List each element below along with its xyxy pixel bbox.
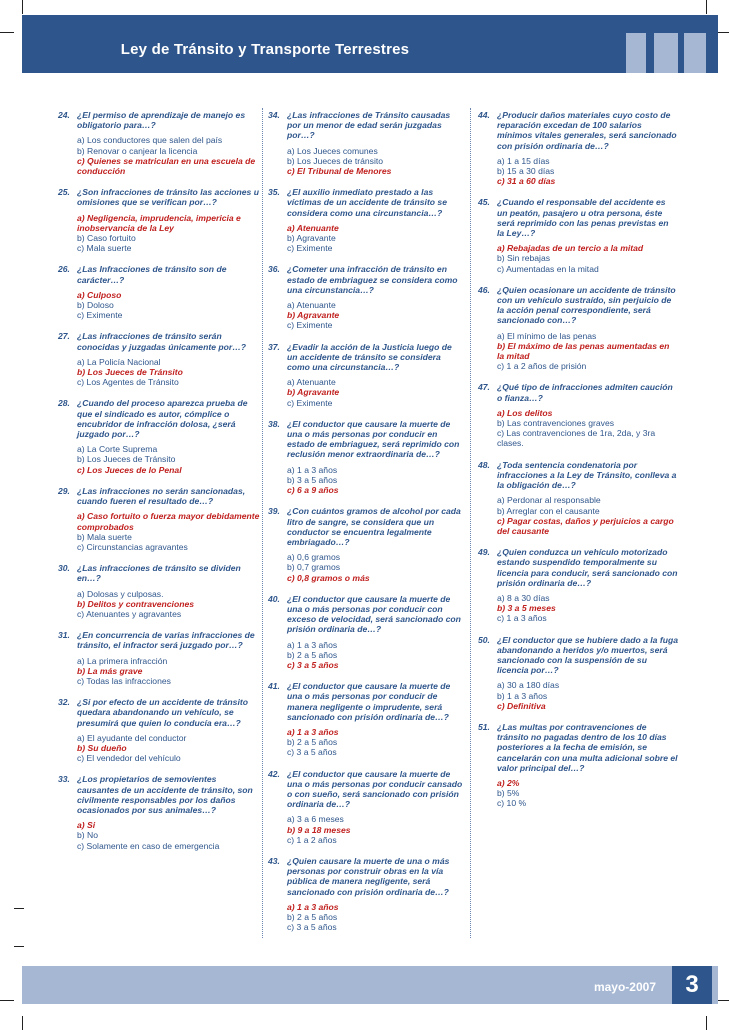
- answer-option: a) 0,6 gramos: [287, 552, 341, 563]
- question-item: [268, 187, 464, 253]
- answer-option: c) Eximente: [287, 397, 333, 408]
- question-heading: [478, 197, 678, 238]
- question-text: ¿Cuando del proceso aparezca prueba de que el sindicado es autor, cómplice o encubridor de infracción dolosa, ¿será juzgado por…?: [77, 398, 248, 440]
- question-text: ¿Las Infracciones de tránsito son de carácter…?: [77, 264, 227, 285]
- answer-option: b) Renovar o canjear la licencia: [77, 145, 198, 156]
- question-number: 33.: [58, 774, 70, 785]
- header-decoration-bar: [654, 33, 678, 73]
- answer-options: [268, 300, 464, 331]
- answer-options: [478, 593, 678, 624]
- answer-option: c) Atenuantes y agravantes: [77, 608, 182, 619]
- question-heading: [268, 342, 464, 373]
- question-text: ¿Producir daños materiales cuyo costo de reparación excedan de 100 salarios mínimos vitales generales, será sancionado con prisión ordinaria de…?: [497, 110, 677, 151]
- question-item: [58, 331, 260, 387]
- answer-option: b) Caso fortuito: [77, 233, 136, 244]
- answer-option: c) Solamente en caso de emergencia: [77, 840, 220, 851]
- answer-option: b) 5%: [497, 788, 520, 799]
- correct-answer-option: c) Los Jueces de lo Penal: [77, 464, 182, 475]
- footer-date: mayo-2007: [593, 980, 656, 994]
- answer-option: a) Dolosas y culposas.: [77, 588, 164, 599]
- correct-answer-option: a) Si: [77, 820, 96, 831]
- answer-option: c) Todas las infracciones: [77, 675, 171, 686]
- question-heading: [268, 681, 464, 722]
- answer-option: c) 1 a 2 años de prisión: [497, 361, 587, 372]
- question-column-1: [58, 110, 260, 862]
- answer-option: b) Las contravenciones graves: [497, 418, 615, 429]
- correct-answer-option: a) Negligencia, imprudencia, impericia e inobservancia de la Ley: [77, 212, 241, 233]
- correct-answer-option: a) 1 a 3 años: [287, 726, 339, 737]
- answer-options: [58, 656, 260, 687]
- question-item: [268, 681, 464, 757]
- question-item: [58, 563, 260, 619]
- question-number: 35.: [268, 187, 280, 198]
- question-text: ¿Evadir la acción de la Justicia luego de un accidente de tránsito se considera como una circunstancia…?: [287, 341, 452, 373]
- answer-options: [268, 727, 464, 758]
- question-heading: [268, 419, 464, 460]
- answer-option: b) 3 a 5 años: [287, 474, 338, 485]
- question-text: ¿Las infracciones no serán sancionadas, cuando fueren el resultado de…?: [77, 485, 246, 507]
- question-heading: [268, 769, 464, 810]
- correct-answer-option: b) La más grave: [77, 665, 143, 676]
- question-heading: [58, 398, 260, 439]
- question-number: 51.: [478, 721, 490, 732]
- answer-options: [268, 902, 464, 933]
- question-item: [478, 197, 678, 273]
- crop-mark: [0, 1000, 14, 1001]
- answer-option: c) El vendedor del vehículo: [77, 753, 181, 764]
- answer-option: a) Atenuante: [287, 300, 336, 311]
- correct-answer-option: c) Pagar costas, daños y perjuicios a cargo del causante: [497, 515, 674, 536]
- answer-option: a) La primera infracción: [77, 655, 168, 666]
- answer-option: b) 2 a 5 años: [287, 737, 338, 748]
- correct-answer-option: a) Atenuante: [287, 222, 339, 233]
- answer-options: [58, 589, 260, 620]
- answer-option: a) 30 a 180 días: [497, 680, 560, 691]
- question-text: ¿Las infracciones de Tránsito causadas por un menor de edad serán juzgadas por…?: [287, 110, 451, 141]
- question-item: [58, 187, 260, 253]
- page-header: [22, 15, 718, 73]
- question-heading: [58, 331, 260, 351]
- question-item: [58, 630, 260, 686]
- question-heading: [268, 110, 464, 141]
- correct-answer-option: c) 0,8 gramos o más: [287, 572, 370, 583]
- column-divider: [262, 108, 264, 938]
- answer-option: c) Eximente: [287, 243, 333, 254]
- correct-answer-option: b) Los Jueces de Tránsito: [77, 367, 183, 378]
- correct-answer-option: c) Quienes se matriculan en una escuela de conducción: [77, 155, 256, 177]
- question-text: ¿El conductor que causare la muerte de una o más personas por conducir con exceso de velocidad, será sancionado con prisión ordinaria de…?: [287, 593, 461, 635]
- correct-answer-option: c) 3 a 5 años: [287, 659, 339, 670]
- question-number: 40.: [268, 593, 280, 604]
- answer-options: [478, 680, 678, 711]
- answer-option: c) 3 a 5 años: [287, 747, 337, 758]
- question-text: ¿Son infracciones de tránsito las acciones u omisiones que se verifican por…?: [77, 187, 259, 208]
- answer-option: c) 10 %: [497, 798, 527, 809]
- answer-options: [268, 640, 464, 671]
- answer-option: b) 2 a 5 años: [287, 912, 338, 922]
- question-item: [268, 342, 464, 408]
- question-heading: [268, 856, 464, 897]
- correct-answer-option: a) 2%: [497, 777, 520, 788]
- question-text: ¿El conductor que causare la muerte de una o más personas por conducir de manera negligente o imprudente, será sancionado con prisión ordinaria de…?: [287, 681, 451, 722]
- question-heading: [58, 563, 260, 583]
- question-text: ¿El permiso de aprendizaje de manejo es obligatorio para…?: [77, 110, 246, 131]
- answer-option: b) Agravante: [287, 233, 336, 244]
- answer-option: c) 1 a 2 años: [287, 834, 337, 845]
- correct-answer-option: b) 9 a 18 meses: [287, 824, 351, 835]
- question-text: ¿Cuando el responsable del accidente es un peatón, pasajero u otra persona, éste será reprimido con las penas previstas en la Ley…?: [497, 197, 669, 239]
- question-item: [58, 774, 260, 850]
- question-number: 50.: [478, 634, 490, 645]
- question-text: ¿Quien conduzca un vehículo motorizado estando suspendido temporalmente su licencia para conducir, será sancionado con prisión ordinaria de…?: [497, 547, 678, 588]
- answer-options: [268, 465, 464, 496]
- answer-options: [58, 290, 260, 321]
- correct-answer-option: c) El Tribunal de Menores: [287, 166, 392, 177]
- answer-option: b) 2 a 5 años: [287, 649, 338, 660]
- question-item: [478, 460, 678, 536]
- question-number: 49.: [478, 547, 490, 558]
- question-number: 48.: [478, 459, 490, 470]
- answer-option: a) El ayudante del conductor: [77, 732, 187, 743]
- question-heading: [478, 722, 678, 773]
- answer-options: [268, 552, 464, 583]
- answer-options: [58, 733, 260, 764]
- answer-option: a) La Corte Suprema: [77, 444, 158, 455]
- question-heading: [268, 594, 464, 635]
- question-item: [478, 722, 678, 809]
- answer-option: b) Doloso: [77, 300, 114, 311]
- crop-mark: [706, 1016, 707, 1030]
- question-item: [268, 419, 464, 495]
- question-text: ¿En concurrencia de varias infracciones de tránsito, el infractor será juzgado por…?: [77, 630, 255, 651]
- question-text: ¿Quien causare la muerte de una o más personas por construir obras en la vía pública de manera negligente, será sancionado con prisión ordinaria de…?: [287, 855, 450, 897]
- question-number: 38.: [268, 418, 280, 429]
- answer-options: [268, 377, 464, 408]
- answer-option: c) Circunstancias agravantes: [77, 541, 188, 552]
- header-decoration-bar: [684, 33, 706, 73]
- question-text: ¿Los propietarios de semovientes causantes de un accidente de tránsito, son civilmente responsables por los daños ocasionados por sus animales…?: [77, 774, 253, 815]
- question-item: [58, 110, 260, 176]
- question-item: [478, 635, 678, 711]
- question-item: [268, 506, 464, 582]
- question-number: 27.: [58, 331, 70, 342]
- question-text: ¿Quien ocasionare un accidente de tránsito con un vehículo sustraído, sin perjuicio de la acción penal correspondiente, será sancionado con…?: [497, 284, 676, 326]
- question-column-3: [478, 110, 678, 820]
- question-heading: [478, 285, 678, 326]
- question-heading: [268, 187, 464, 218]
- question-item: [268, 856, 464, 932]
- question-number: 36.: [268, 264, 280, 275]
- crop-mark: [0, 32, 14, 33]
- question-item: [478, 547, 678, 623]
- answer-option: a) Perdonar al responsable: [497, 495, 601, 506]
- answer-option: c) Aumentadas en la mitad: [497, 263, 599, 274]
- question-heading: [478, 460, 678, 491]
- correct-answer-option: a) Culposo: [77, 289, 122, 300]
- answer-options: [58, 357, 260, 388]
- answer-option: a) 3 a 6 meses: [287, 814, 344, 825]
- question-item: [268, 769, 464, 845]
- correct-answer-option: b) El máximo de las penas aumentadas en la mitad: [497, 340, 670, 362]
- question-item: [268, 594, 464, 670]
- crop-mark: [22, 1016, 23, 1030]
- correct-answer-option: b) Su dueño: [77, 742, 127, 753]
- question-text: ¿Toda sentencia condenatoria por infracciones a la Ley de Tránsito, conlleva a la obligación de…?: [497, 459, 677, 491]
- answer-option: b) Sin rebajas: [497, 253, 551, 264]
- answer-options: [478, 243, 678, 274]
- correct-answer-option: a) 1 a 3 años: [287, 901, 339, 912]
- question-text: ¿Las multas por contravenciones de tránsito no pagadas dentro de los 10 días posteriores a la fecha de emisión, se cancelarán con una multa adicional sobre el valor principal del…?: [497, 721, 678, 773]
- answer-option: c) Eximente: [77, 310, 123, 321]
- question-heading: [268, 506, 464, 547]
- question-number: 31.: [58, 630, 70, 641]
- answer-option: a) 8 a 30 días: [497, 592, 550, 603]
- correct-answer-option: a) Caso fortuito o fuerza mayor debidamente comprobados: [77, 511, 260, 532]
- correct-answer-option: b) 3 a 5 meses: [497, 603, 556, 614]
- crop-mark: [706, 0, 707, 14]
- answer-option: b) Mala suerte: [77, 531, 132, 542]
- answer-option: b) 15 a 30 días: [497, 166, 555, 177]
- crop-mark: [22, 0, 23, 14]
- answer-option: b) No: [77, 830, 99, 841]
- answer-option: c) 3 a 5 años: [287, 922, 337, 933]
- question-number: 26.: [58, 264, 70, 275]
- answer-options: [268, 146, 464, 177]
- answer-options: [268, 814, 464, 845]
- question-number: 45.: [478, 197, 490, 208]
- answer-options: [478, 408, 678, 449]
- question-number: 37.: [268, 341, 280, 352]
- question-heading: [268, 264, 464, 295]
- answer-option: b) 1 a 3 años: [497, 690, 548, 701]
- answer-option: c) Mala suerte: [77, 243, 132, 254]
- correct-answer-option: b) Delitos y contravenciones: [77, 598, 195, 609]
- answer-option: b) Los Jueces de Tránsito: [77, 454, 176, 465]
- answer-options: [268, 223, 464, 254]
- question-heading: [58, 630, 260, 650]
- question-text: ¿El conductor que causare la muerte de una o más personas por conducir en estado de embriaguez, será reprimido con reclusión menor extraordinaria de…?: [287, 418, 460, 460]
- answer-option: a) El mínimo de las penas: [497, 330, 597, 341]
- answer-options: [58, 820, 260, 851]
- correct-answer-option: b) Agravante: [287, 310, 340, 321]
- page-footer: [22, 966, 718, 1004]
- question-heading: [478, 110, 678, 151]
- question-item: [58, 264, 260, 320]
- question-heading: [58, 774, 260, 815]
- question-text: ¿Si por efecto de un accidente de tránsito quedara abandonando un vehículo, se presumirá que quien lo conducía era…?: [77, 697, 248, 728]
- question-item: [58, 398, 260, 474]
- page-title: Ley de Tránsito y Transporte Terrestres: [120, 41, 410, 58]
- question-number: 39.: [268, 506, 280, 517]
- question-number: 25.: [58, 187, 70, 198]
- question-number: 24.: [58, 110, 70, 120]
- question-item: [58, 697, 260, 763]
- question-number: 29.: [58, 485, 70, 496]
- header-decoration-bar: [626, 33, 646, 73]
- answer-options: [58, 444, 260, 475]
- answer-option: a) 1 a 3 años: [287, 464, 338, 475]
- question-heading: [58, 110, 260, 130]
- correct-answer-option: a) Los delitos: [497, 407, 553, 418]
- correct-answer-option: c) Definitiva: [497, 700, 546, 711]
- question-text: ¿Cometer una infracción de tránsito en estado de embriaguez se considera como una circunstancia…?: [287, 264, 458, 295]
- question-number: 43.: [268, 855, 280, 866]
- answer-options: [58, 135, 260, 176]
- answer-option: a) Los conductores que salen del país: [77, 135, 223, 146]
- answer-options: [58, 213, 260, 254]
- question-item: [58, 486, 260, 552]
- question-item: [478, 110, 678, 186]
- question-text: ¿El conductor que causare la muerte de una o más personas por conducir cansado o con sueño, será sancionado con prisión ordinaria de…?: [287, 768, 463, 810]
- column-divider: [470, 108, 472, 938]
- question-item: [478, 285, 678, 372]
- question-number: 28.: [58, 398, 70, 409]
- crop-mark: [14, 946, 24, 947]
- answer-option: b) Los Jueces de tránsito: [287, 155, 384, 166]
- question-item: [268, 110, 464, 176]
- question-heading: [58, 486, 260, 506]
- question-heading: [478, 547, 678, 588]
- answer-option: a) Atenuante: [287, 377, 336, 388]
- page-number: 3: [672, 966, 712, 1004]
- question-item: [268, 264, 464, 330]
- question-column-2: [268, 110, 464, 943]
- correct-answer-option: c) 6 a 9 años: [287, 485, 339, 496]
- answer-options: [478, 331, 678, 372]
- answer-option: c) 1 a 3 años: [497, 613, 547, 624]
- question-text: ¿Las infracciones de tránsito serán conocidas y juzgadas únicamente por…?: [77, 331, 247, 352]
- question-number: 44.: [478, 110, 490, 120]
- answer-option: a) 1 a 15 días: [497, 155, 550, 166]
- question-text: ¿Las infracciones de tránsito se dividen en…?: [77, 563, 241, 584]
- answer-option: c) Los Agentes de Tránsito: [77, 377, 179, 388]
- question-number: 46.: [478, 284, 490, 295]
- question-number: 30.: [58, 563, 70, 574]
- answer-options: [478, 778, 678, 809]
- question-number: 32.: [58, 697, 70, 708]
- answer-options: [58, 511, 260, 552]
- answer-option: a) 1 a 3 años: [287, 639, 338, 650]
- question-number: 34.: [268, 110, 280, 120]
- answer-option: a) Los Jueces comunes: [287, 145, 378, 156]
- question-item: [478, 382, 678, 448]
- answer-option: c) Las contravenciones de 1ra, 2da, y 3ra clases.: [497, 428, 656, 449]
- question-text: ¿El conductor que se hubiere dado a la fuga abandonando a heridos y/o muertos, será sancionado con la suspensión de su licencia por…?: [497, 634, 678, 676]
- answer-option: b) 0,7 gramos: [287, 562, 341, 573]
- question-heading: [58, 187, 260, 207]
- question-number: 47.: [478, 382, 490, 393]
- answer-options: [478, 495, 678, 536]
- answer-option: a) La Policía Nacional: [77, 356, 161, 367]
- answer-options: [478, 156, 678, 187]
- question-heading: [478, 382, 678, 402]
- question-heading: [478, 635, 678, 676]
- answer-option: b) Arreglar con el causante: [497, 505, 600, 516]
- question-text: ¿El auxilio inmediato prestado a las víctimas de un accidente de tránsito se considera como una circunstancia…?: [287, 187, 447, 218]
- question-number: 41.: [268, 681, 280, 692]
- question-heading: [58, 697, 260, 728]
- correct-answer-option: b) Agravante: [287, 387, 340, 398]
- question-heading: [58, 264, 260, 284]
- correct-answer-option: a) Rebajadas de un tercio a la mitad: [497, 243, 644, 254]
- answer-option: c) Eximente: [287, 320, 333, 331]
- crop-mark: [14, 908, 24, 909]
- question-text: ¿Con cuántos gramos de alcohol por cada litro de sangre, se considera que un conductor se encuentra legalmente embriagado…?: [287, 506, 461, 547]
- question-text: ¿Qué tipo de infracciones admiten caución o fianza…?: [497, 382, 673, 403]
- question-number: 42.: [268, 768, 280, 779]
- correct-answer-option: c) 31 a 60 días: [497, 176, 556, 187]
